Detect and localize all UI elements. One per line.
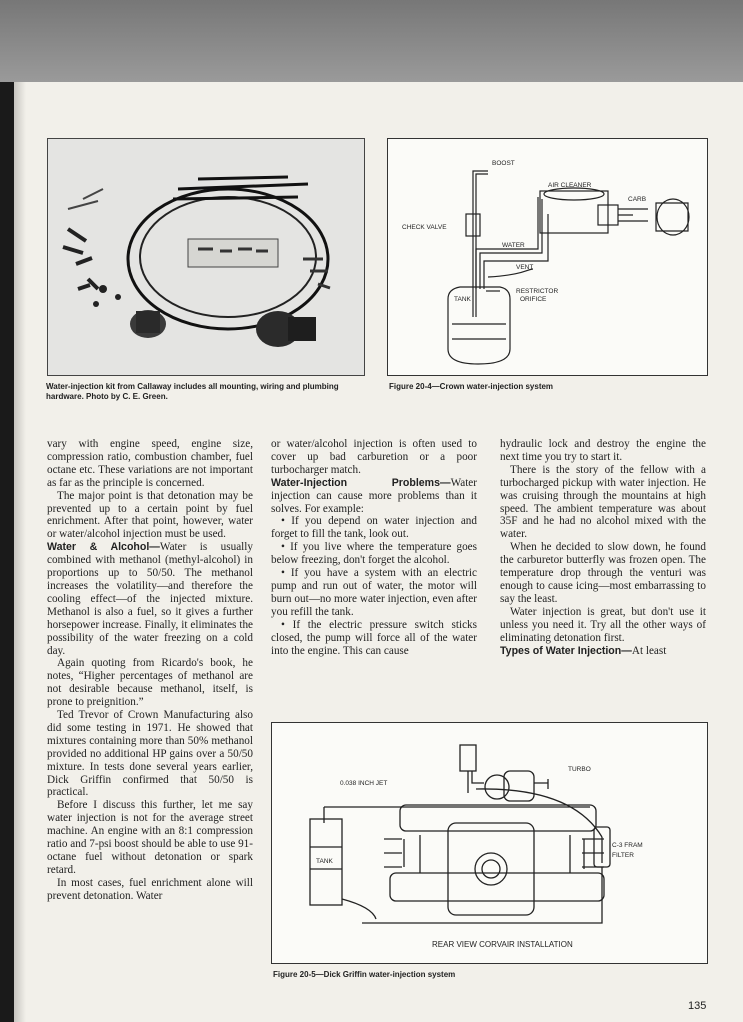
- label-water: WATER: [502, 242, 525, 249]
- figure-20-5: [271, 722, 708, 964]
- kit-photo: [47, 138, 365, 376]
- subheading-water-injection-problems: Water-Injection Problems—: [271, 476, 451, 489]
- label-carb: CARB: [628, 196, 647, 203]
- paragraph: or water/alcohol injection is often used to cover up bad carburetion or a poor turbocharger match.: [271, 438, 477, 476]
- text-column-1: [47, 438, 253, 903]
- text-column-3: [500, 438, 706, 657]
- label-boost: BOOST: [492, 160, 515, 167]
- paragraph: Before I discuss this further, let me say water injection is not for the average street machine. An engine with an 8:1 compression ratio and 7-psi boost should be able to use 91-octane fuel without detonation or spark retard.: [47, 799, 254, 876]
- label-check-valve: CHECK VALVE: [402, 224, 447, 231]
- text-column-2: [271, 438, 477, 657]
- paragraph-with-heading: Water & Alcohol—Water is usually combined with methanol (methyl-alcohol) in proportions up to 50/50. The methanol increases the volatility—and therefore the cooling effect—of the injected mixture. Methanol is also a fuel, so it gives a further horsepower increase. Finally, it eliminates the possibility of the water freezing on a cold day.: [47, 541, 253, 657]
- griffin-system-diagram: [272, 723, 707, 963]
- label-jet: 0.038 INCH JET: [340, 780, 388, 787]
- bullet-item: • If you depend on water injection and forget to fill the tank, look out.: [271, 515, 477, 541]
- label-restrictor: RESTRICTOR: [516, 288, 559, 295]
- label-turbo: TURBO: [568, 766, 591, 773]
- figure-20-4-caption: Figure 20-4—Crown water-injection system: [389, 382, 554, 391]
- label-filter: FILTER: [612, 852, 634, 859]
- page-binding-shadow: [14, 82, 26, 1022]
- figure-20-5-caption: Figure 20-5—Dick Griffin water-injection system: [273, 970, 456, 979]
- label-orifice: ORIFICE: [520, 296, 547, 303]
- paragraph: Again quoting from Ricardo's book, he notes, “Higher percentages of methanol are not desirable because methanol, itself, is prone to preignition.”: [47, 657, 253, 709]
- paragraph-with-heading: Water-Injection Problems—Water injection can cause more problems than it solves. For example:: [271, 476, 477, 515]
- paragraph: Water injection is great, but don't use it unless you need it. Try all the other ways of eliminating detonation first.: [500, 605, 706, 644]
- label-vent: VENT: [516, 264, 534, 271]
- paragraph: When he decided to slow down, he found the carburetor butterfly was frozen open. The temperature drop through the venturi was enough to cause icing—most embarrassing to say the least.: [500, 541, 706, 605]
- label-fram: C-3 FRAM: [612, 842, 643, 849]
- scan-background: [0, 0, 743, 82]
- paragraph: vary with engine speed, engine size, compression ratio, combustion chamber, fuel octane etc. These variations are not important as far as the principle is concerned.: [47, 438, 253, 489]
- photo-caption: Water-injection kit from Callaway includes all mounting, wiring and plumbing hardware. Photo by C. E. Green.: [46, 382, 339, 401]
- crown-system-diagram: [388, 139, 707, 375]
- figure-20-4: [387, 138, 708, 376]
- subheading-types-of-water-injection: Types of Water Injection—: [500, 644, 632, 657]
- paragraph: hydraulic lock and destroy the engine the next time you try to start it.: [500, 438, 706, 463]
- bullet-item: • If the electric pressure switch sticks closed, the pump will force all of the water into the engine. This can cause: [271, 618, 477, 657]
- label-tank-griffin: TANK: [316, 858, 333, 865]
- paragraph: In most cases, fuel enrichment alone will prevent detonation. Water: [47, 876, 253, 902]
- label-air-cleaner: AIR CLEANER: [548, 182, 592, 189]
- bullet-item: • If you have a system with an electric pump and run out of water, the motor will burn out—no more water injection, even after you refill the tank.: [271, 567, 477, 618]
- kit-photo-illustration: [48, 139, 364, 375]
- paragraph: Ted Trevor of Crown Manufacturing also did some testing in 1971. He showed that mixtures containing more than 50% methanol provided no additional HP gains over a 50/50 mixture. In tests done several years earlier, Dick Griffin confirmed that 50/50 is practical.: [47, 709, 253, 799]
- paragraph: The major point is that detonation may be prevented up to a certain point by fuel enrichment. After that point, however, water or water/alcohol injection must be used.: [47, 489, 253, 541]
- label-corvair-title: REAR VIEW CORVAIR INSTALLATION: [432, 940, 573, 949]
- page-number: 135: [688, 1000, 707, 1012]
- bullet-item: • If you live where the temperature goes below freezing, don't forget the alcohol.: [271, 541, 477, 567]
- label-tank: TANK: [454, 296, 471, 303]
- paragraph: There is the story of the fellow with a turbocharged pickup with water injection. He was cruising through the mountains at high speed. The ambient temperature was about 35F and he had no alcohol mixed with the water.: [500, 463, 706, 541]
- subheading-water-alcohol: Water & Alcohol—: [47, 541, 160, 554]
- paragraph-with-heading: Types of Water Injection—At least: [500, 644, 667, 657]
